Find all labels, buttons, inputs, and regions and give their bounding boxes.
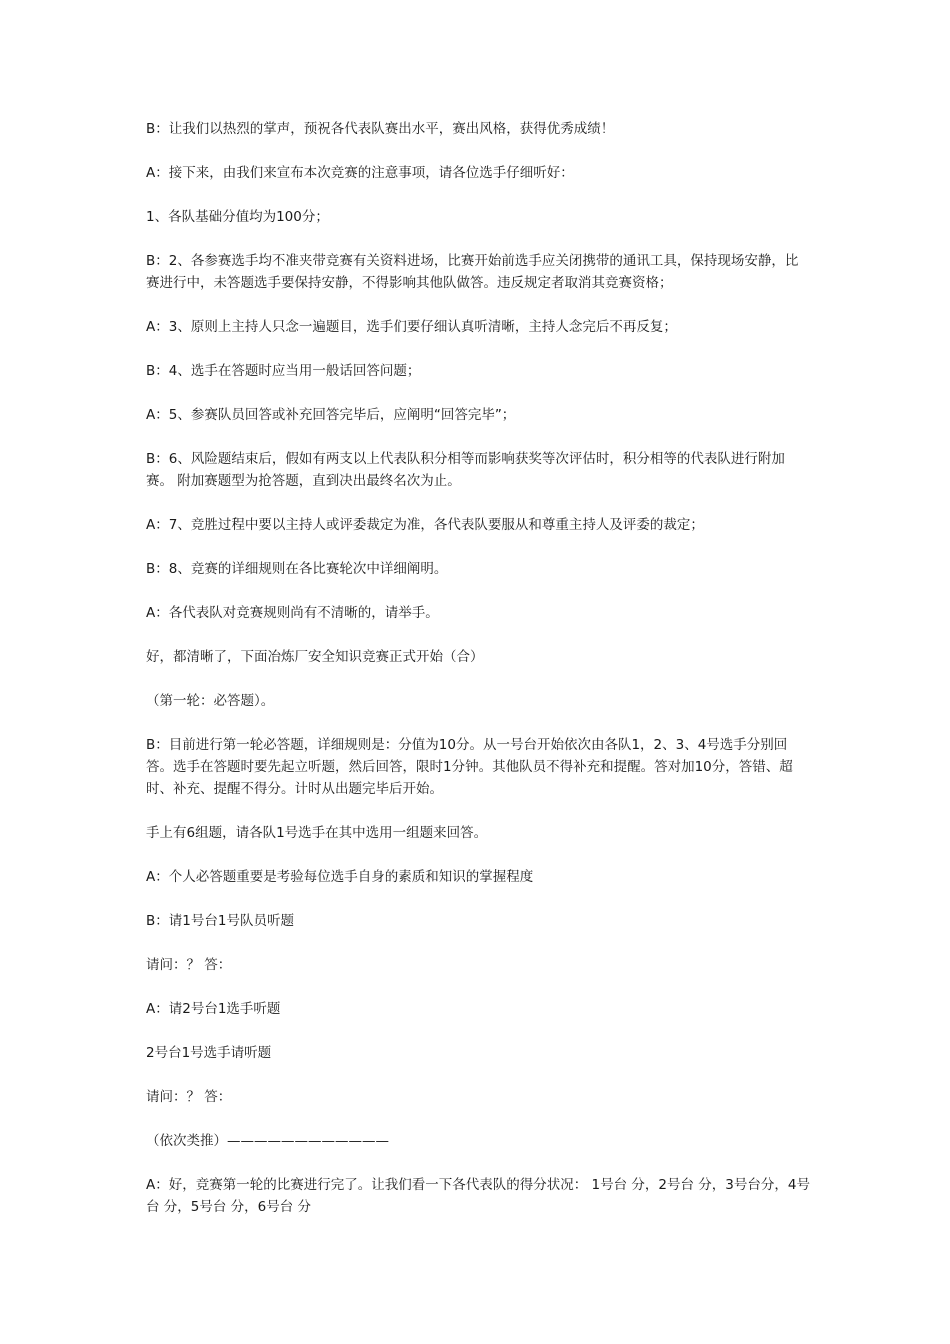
paragraph-call-table-1: B：请1号台1号队员听题 [146, 913, 294, 929]
paragraph-round-1-purpose: A：个人必答题重要是考验每位选手自身的素质和知识的掌握程度 [146, 869, 534, 885]
paragraph-round-1-rules: B：目前进行第一轮必答题，详细规则是：分值为10分。从一号台开始依次由各队1，2、3、4号选手分别回答。选手在答题时要先起立听题，然后回答，限时1分钟。其他队员不得补充和提醒。答对加10分，答错、超时、补充、提醒不得分。计时从出题完毕后开始。 [146, 737, 793, 797]
paragraph-questions-call: A：各代表队对竞赛规则尚有不清晰的，请举手。 [146, 605, 439, 621]
paragraph-rule-1: 1、各队基础分值均为100分； [146, 209, 329, 225]
paragraph-table-2-listen: 2号台1号选手请听题 [146, 1045, 272, 1061]
paragraph-and-so-on: （依次类推）———————————— [146, 1133, 389, 1149]
document-body [146, 118, 810, 1240]
paragraph-round-1-scores: A：好，竞赛第一轮的比赛进行完了。让我们看一下各代表队的得分状况： 1号台 分，2号台 分，3号台分，4号台 分，5号台 分，6号台 分 [146, 1177, 810, 1215]
paragraph-round-1-heading: （第一轮：必答题）。 [146, 693, 275, 709]
paragraph-question-answer-2: 请问：？ 答： [146, 1089, 232, 1105]
paragraph-rule-3: A：3、原则上主持人只念一遍题目，选手们要仔细认真听清晰，主持人念完后不再反复； [146, 319, 677, 335]
paragraph-call-table-2: A：请2号台1选手听题 [146, 1001, 281, 1017]
paragraph-competition-start: 好，都清晰了，下面冶炼厂安全知识竞赛正式开始（合） [146, 649, 484, 665]
paragraph-question-sets: 手上有6组题，请各队1号选手在其中选用一组题来回答。 [146, 825, 488, 841]
paragraph-host-a-announce-rules: A：接下来，由我们来宣布本次竞赛的注意事项，请各位选手仔细听好： [146, 165, 574, 181]
paragraph-rule-2: B：2、各参赛选手均不准夹带竞赛有关资料进场，比赛开始前选手应关闭携带的通讯工具，保持现场安静，比赛进行中，未答题选手要保持安静，不得影响其他队做答。违反规定者取消其竞赛资格； [146, 253, 799, 291]
paragraph-host-b-applause: B：让我们以热烈的掌声，预祝各代表队赛出水平，赛出风格，获得优秀成绩！ [146, 121, 615, 137]
paragraph-rule-4: B：4、选手在答题时应当用一般话回答问题； [146, 363, 421, 379]
paragraph-rule-6: B：6、风险题结束后，假如有两支以上代表队积分相等而影响获奖等次评估时，积分相等的代表队进行附加赛。 附加赛题型为抢答题，直到决出最终名次为止。 [146, 451, 785, 489]
paragraph-rule-8: B：8、竞赛的详细规则在各比赛轮次中详细阐明。 [146, 561, 448, 577]
paragraph-rule-7: A：7、竞胜过程中要以主持人或评委裁定为准，各代表队要服从和尊重主持人及评委的裁定； [146, 517, 704, 533]
paragraph-rule-5: A：5、参赛队员回答或补充回答完毕后，应阐明“回答完毕”； [146, 407, 516, 423]
paragraph-question-answer-1: 请问：？ 答： [146, 957, 232, 973]
